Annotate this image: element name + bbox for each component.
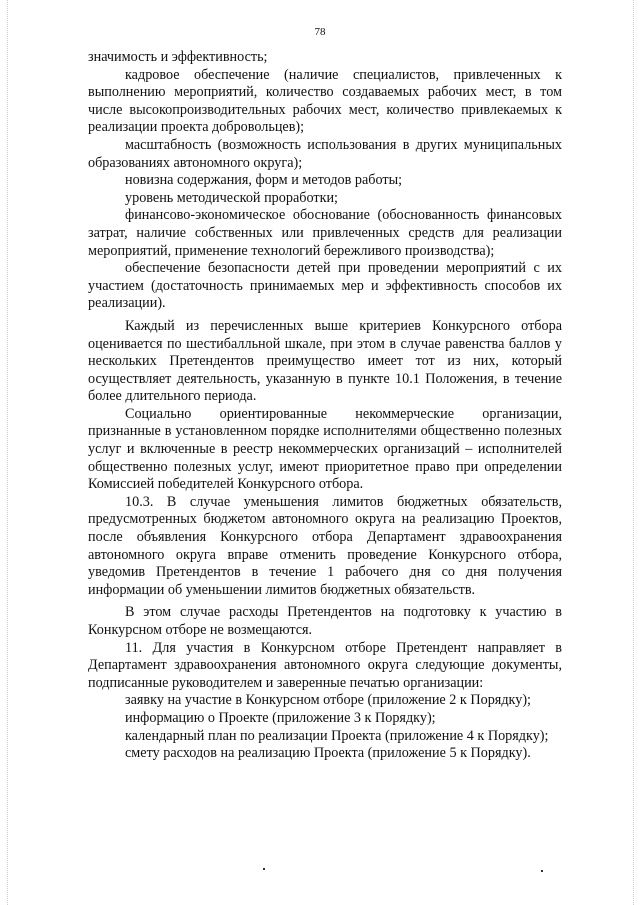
page-body [88, 49, 562, 763]
list-item-application: заявку на участие в Конкурсном отборе (приложение 2 к Порядку); [125, 692, 531, 709]
list-item-calendar-plan: календарный план по реализации Проекта (приложение 4 к Порядку); [125, 727, 549, 744]
scan-speck [263, 868, 265, 870]
paragraph-significance: значимость и эффективность; [88, 49, 268, 65]
paragraph-socially-oriented-nko: Социально ориентированные некоммерческие организации, признанные в установленном порядке исполнителями общественно полезных услуг и включенные в реестр некоммерческих организаций – исполнителей общественно полезных услуг, имеют приоритетное право при определении Комиссией победителей Конкурсного отбора. [88, 405, 562, 493]
list-item-project-info: информацию о Проекте (приложение 3 к Порядку); [125, 709, 436, 726]
paragraph-staffing: кадровое обеспечение (наличие специалистов, привлеченных к выполнению мероприятий, количество создаваемых рабочих мест, в том числе высокопроизводительных рабочих мест, количество привлекаемых к реализации проекта добровольцев); [88, 66, 562, 136]
paragraph-10-3: 10.3. В случае уменьшения лимитов бюджетных обязательств, предусмотренных бюджетом автономного округа на реализацию Проектов, после объявления Конкурсного отбора Департамент здравоохранения автономного округа вправе отменить проведение Конкурсного отбора, уведомив Претендентов в течение 1 рабочего дня со дня получения информации об уменьшении лимитов бюджетных обязательств. [88, 493, 562, 598]
paragraph-expenses: В этом случае расходы Претендентов на подготовку к участию в Конкурсном отборе не возмещаются. [88, 604, 562, 638]
paragraph-financial-justification: финансово-экономическое обоснование (обоснованность финансовых затрат, наличие собственных или привлеченных средств для реализации мероприятий, применение технологий бережливого производства); [88, 207, 562, 259]
paragraph-methodology: уровень методической проработки; [125, 189, 338, 206]
scan-speck [541, 870, 543, 872]
page-number: 78 [314, 26, 326, 38]
paragraph-scale: масштабность (возможность использования в других муниципальных образованиях автономного округа); [88, 136, 562, 171]
paragraph-11: 11. Для участия в Конкурсном отборе Претендент направляет в Департамент здравоохранения автономного округа следующие документы, подписанные руководителем и заверенные печатью организации: [88, 639, 562, 691]
paragraph-novelty: новизна содержания, форм и методов работы; [125, 172, 403, 189]
list-item-budget-estimate: смету расходов на реализацию Проекта (приложение 5 к Порядку). [125, 745, 531, 762]
paragraph-child-safety: обеспечение безопасности детей при проведении мероприятий с их участием (достаточность принимаемых мер и эффективность способов их реализации). [88, 260, 562, 312]
paragraph-scoring: Каждый из перечисленных выше критериев Конкурсного отбора оценивается по шестибалльной шкале, при этом в случае равенства баллов у нескольких Претендентов преимущество имеет тот из них, который осуществляет деятельность, указанную в пункте 10.1 Положения, в течение более длительного периода. [88, 317, 562, 405]
